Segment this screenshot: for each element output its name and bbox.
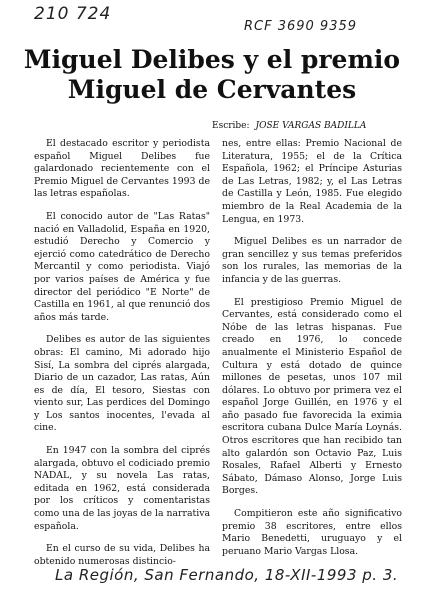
- handwritten-catalog-number: 210 724: [34, 4, 112, 24]
- paragraph: En el curso de su vida, Delibes ha obtenido numerosas distincio-: [34, 543, 210, 567]
- paragraph: nes, entre ellas: Premio Nacional de Literatura, 1955; el de la Crítica Española, 1962; el Príncipe Asturias de Las Letras, 1982; y, el Las Letras de Castilla y León, 1985. Fue elegido miembro de la Real Academia de la Lengua, en 1973.: [222, 138, 402, 225]
- handwritten-reference-code: RCF 3690 9359: [244, 19, 358, 34]
- byline: [212, 121, 412, 131]
- byline-author: JOSE VARGAS BADILLA: [255, 121, 367, 131]
- paragraph: Miguel Delibes es un narrador de gran sencillez y sus temas preferidos son los rurales, las memorias de la infancia y de las guerras.: [222, 236, 402, 285]
- article-headline: Miguel Delibes y el premio Miguel de Cervantes: [23, 45, 401, 104]
- article-column-right: [222, 138, 402, 568]
- article-column-left: [34, 138, 210, 578]
- paragraph: Delibes es autor de las siguientes obras: El camino, Mi adorado hijo Sisí, La sombra del ciprés alargada, Diario de un cazador, Las ratas, Aún es de día, El tesoro, Siestas con viento sur, Las perdices del Domingo y Los santos inocentes, l'evada al cine.: [34, 334, 210, 434]
- paragraph: Compitieron este año significativo premio 38 escritores, entre ellos Mario Benedetti, uruguayo y el peruano Mario Vargas Llosa.: [222, 508, 402, 557]
- paragraph: El conocido autor de "Las Ratas" nació en Valladolid, España en 1920, estudió Derecho y Comercio y ejerció como catedrático de Derecho Mercantil y como periodista. Viajó por varios países de América y fue director del periódico "E Norte" de Castilla en 1961, al que renunció dos años más tarde.: [34, 210, 210, 323]
- byline-prefix: Escribe:: [212, 121, 250, 131]
- paragraph: El prestigioso Premio Miguel de Cervantes, está considerado como el Nóbe de las letras hispanas. Fue creado en 1976, lo concede anualmente el Ministerio Español de Cultura y está dotado de quince millones de pesetas, unos 107 mil dólares. Lo obtuvo por primera vez el español Jorge Guillén, en 1976 y el año pasado fue favorecida la eximia escritora cubana Dulce María Loynás. Otros escritores que han recibido tan alto galardón son Octavio Paz, Luis Rosales, Rafael Alberti y Ernesto Sábato, Dámaso Alonso, Jorge Luis Borges.: [222, 296, 402, 497]
- handwritten-source-note: La Región, San Fernando, 18-XII-1993 p. 3.: [55, 566, 399, 584]
- paragraph: El destacado escritor y periodista español Miguel Delibes fue galardonado recientemente con el Premio Miguel de Cervantes 1993 de las letras españolas.: [34, 138, 210, 200]
- paragraph: En 1947 con la sombra del ciprés alargada, obtuvo el codiciado premio NADAL, y su novela Las ratas, editada en 1962, está considerada por los críticos y comentaristas como una de las joyas de la narrativa española.: [34, 445, 210, 532]
